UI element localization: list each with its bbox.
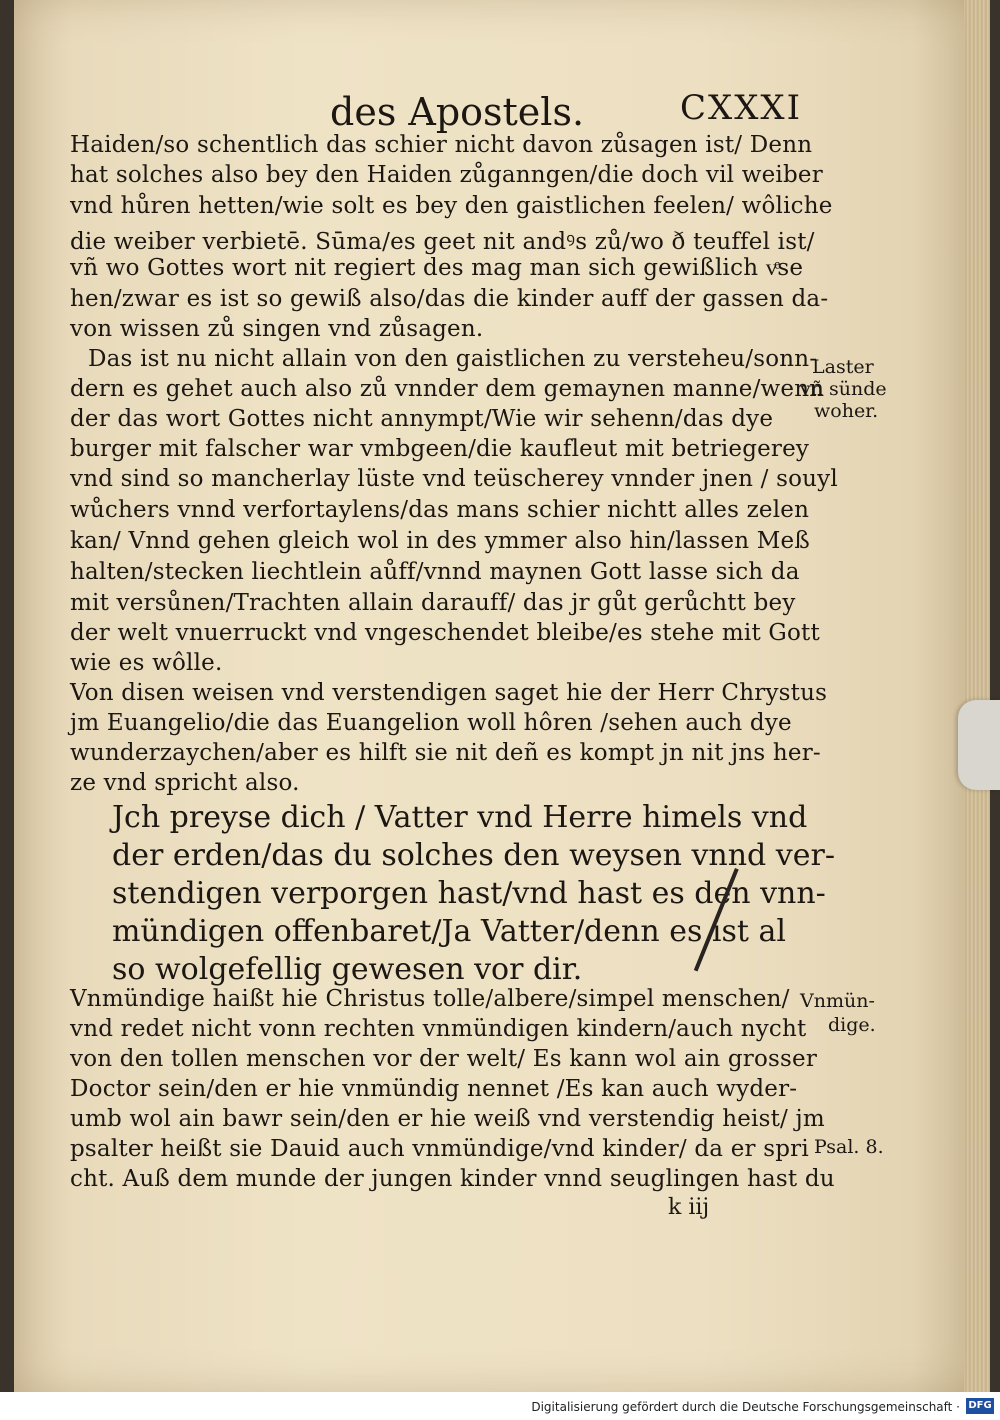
dfg-logo-icon: DFG (966, 1398, 994, 1414)
text-line: Von disen weisen vnd verstendigen saget hie der Herr Chrystus (70, 680, 828, 706)
text-line: die weiber verbietē. Sūma/es geet nit andꝰs zů/wo ð teuffel ist/ (70, 229, 815, 255)
quote-line: so wolgefellig gewesen vor dir. (112, 952, 583, 987)
page-edge (964, 0, 990, 1392)
text-line: jm Euangelio/die das Euangelion woll hôren /sehen auch dye (70, 710, 792, 736)
text-line: cht. Auß dem munde der jungen kinder vnnd seuglingen hast du (70, 1166, 835, 1192)
text-line: halten/stecken liechtlein aůff/vnnd maynen Gott lasse sich da (70, 559, 800, 585)
margin-note: vñ sünde (800, 378, 887, 400)
folio-number: CXXXI (680, 88, 803, 128)
text-line: mit versůnen/Trachten allain darauff/ das jr gůt gerůchtt bey (70, 590, 796, 616)
margin-note: Laster (812, 356, 874, 378)
text-line: vñ wo Gottes wort nit regiert des mag man sich gewißlich vͤse (70, 255, 804, 281)
text-line: dern es gehet auch also zů vnnder dem gemaynen manne/wenn (70, 376, 825, 402)
quote-line: Jch preyse dich / Vatter vnd Herre himels vnd (112, 800, 808, 835)
quote-line: mündigen offenbaret/Ja Vatter/denn es ist al (112, 914, 786, 949)
margin-note: Psal. 8. (814, 1136, 884, 1158)
page-clip (958, 700, 1000, 790)
margin-note: dige. (828, 1014, 876, 1036)
text-line: Doctor sein/den er hie vnmündig nennet /Es kan auch wyder- (70, 1076, 798, 1102)
text-line: kan/ Vnnd gehen gleich wol in des ymmer also hin/lassen Meß (70, 528, 810, 554)
margin-note: woher. (814, 400, 879, 422)
running-title: des Apostels. (330, 90, 585, 134)
text-line: wůchers vnnd verfortaylens/das mans schier nichtt alles zelen (70, 497, 810, 523)
text-line: Vnmündige haißt hie Christus tolle/albere/simpel menschen/ (70, 986, 790, 1012)
text-line: von wissen zů singen vnd zůsagen. (70, 316, 484, 342)
text-line: umb wol ain bawr sein/den er hie weiß vnd verstendig heist/ jm (70, 1106, 825, 1132)
signature-mark: k iij (668, 1195, 710, 1220)
text-line: burger mit falscher war vmbgeen/die kaufleut mit betriegerey (70, 436, 810, 462)
text-line: Haiden/so schentlich das schier nicht davon zůsagen ist/ Denn (70, 132, 813, 158)
text-line: wie es wôlle. (70, 650, 223, 676)
text-line: hen/zwar es ist so gewiß also/das die kinder auff der gassen da- (70, 286, 829, 312)
text-line: vnd sind so mancherlay lüste vnd teüscherey vnnder jnen / souyl (70, 466, 838, 492)
text-line: der welt vnuerruckt vnd vngeschendet bleibe/es stehe mit Gott (70, 620, 820, 646)
footer-credit: Digitalisierung gefördert durch die Deutsche Forschungsgemeinschaft · (531, 1400, 960, 1414)
text-line: ze vnd spricht also. (70, 770, 300, 796)
quote-line: stendigen verporgen hast/vnd hast es den vnn- (112, 876, 826, 911)
text-line: der das wort Gottes nicht annympt/Wie wir sehenn/das dye (70, 406, 774, 432)
quote-line: der erden/das du solches den weysen vnnd ver- (112, 838, 835, 873)
text-line: hat solches also bey den Haiden zůganngen/die doch vil weiber (70, 162, 823, 188)
text-line: vnd hůren hetten/wie solt es bey den gaistlichen feelen/ wôliche (70, 193, 833, 219)
margin-note: Vnmün- (800, 990, 875, 1012)
text-line: psalter heißt sie Dauid auch vnmündige/vnd kinder/ da er spri (70, 1136, 809, 1162)
text-line: vnd redet nicht vonn rechten vnmündigen kindern/auch nycht (70, 1016, 807, 1042)
text-line: von den tollen menschen vor der welt/ Es kann wol ain grosser (70, 1046, 818, 1072)
text-line: Das ist nu nicht allain von den gaistlichen zu versteheu/sonn- (88, 346, 818, 372)
text-line: wunderzaychen/aber es hilft sie nit deñ es kompt jn nit jns her- (70, 740, 821, 766)
